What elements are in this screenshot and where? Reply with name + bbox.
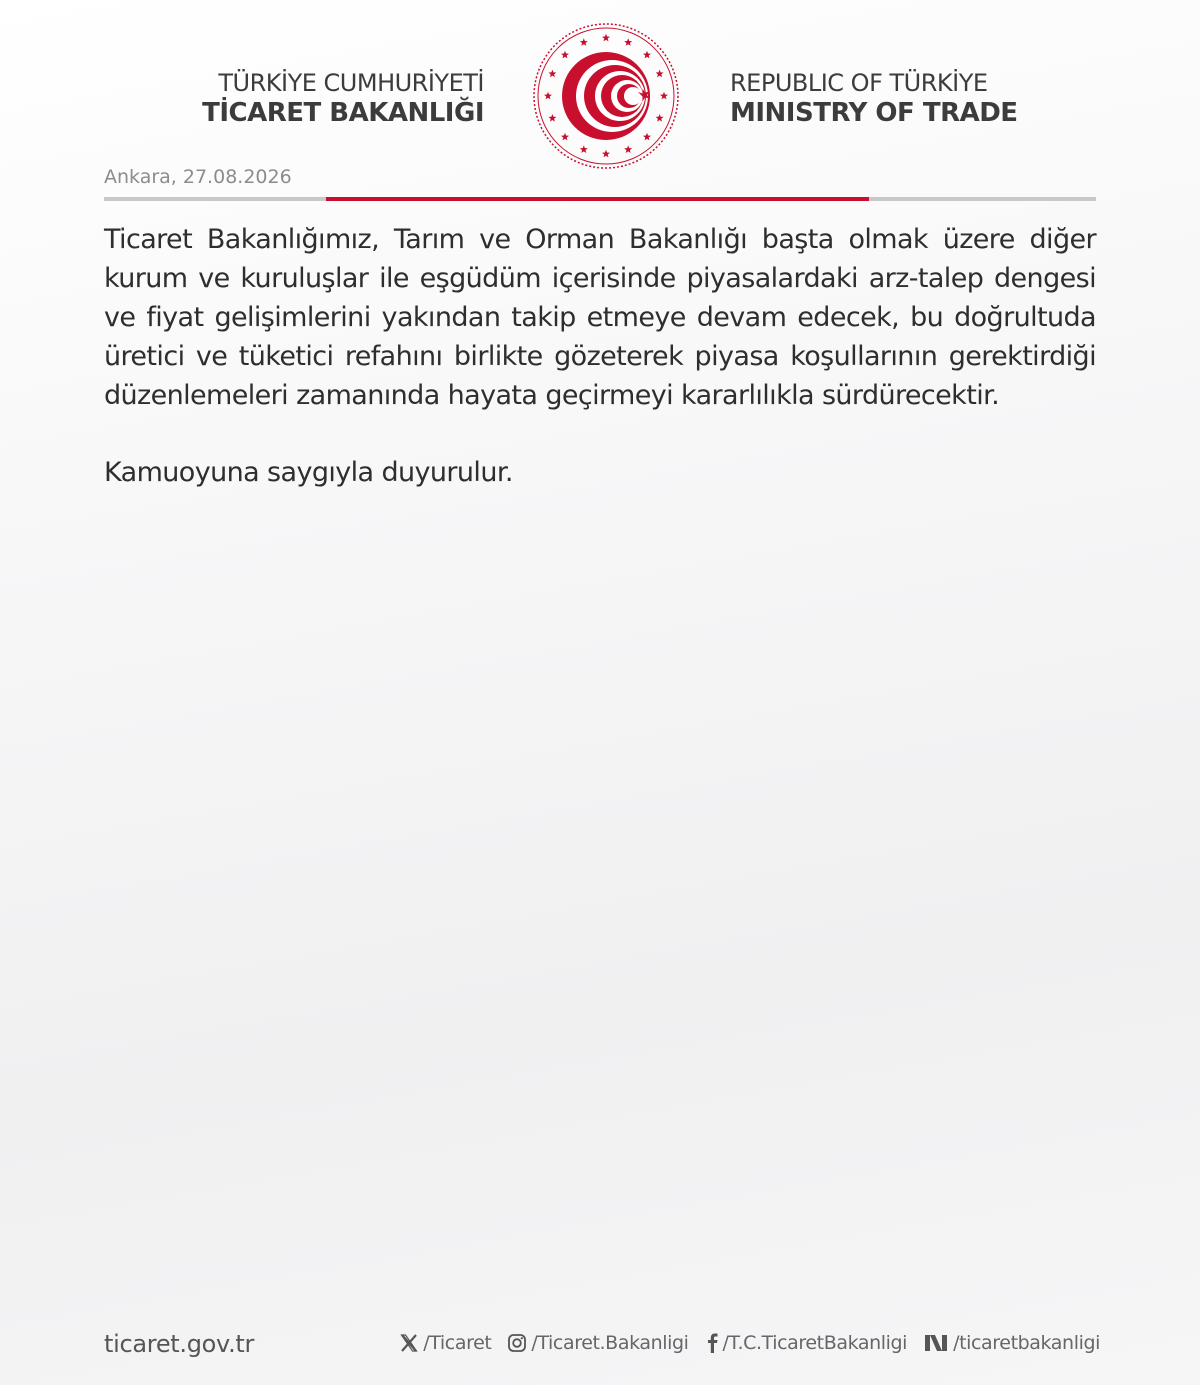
announcement-closing: Kamuoyuna saygıyla duyurulur. — [104, 457, 513, 488]
org-name-turkish — [202, 68, 484, 128]
org-en-line2: MINISTRY OF TRADE — [730, 98, 1018, 128]
social-handle-nsosyal: /ticaretbakanligi — [953, 1332, 1100, 1354]
emblem-star — [602, 34, 610, 42]
announcement-paragraph: Ticaret Bakanlığımız, Tarım ve Orman Bakanlığı başta olmak üzere diğer kurum ve kuruluşlar ile eşgüdüm içerisinde piyasalardaki arz-talep dengesi ve fiyat gelişimlerini yakından takip etmeye devam edecek, bu doğrultuda üretici ve tüketici refahını birlikte gözeterek piyasa koşullarının gerektirdiği düzenlemeleri zamanında hayata geçirmeyi kararlılıkla sürdürecektir. — [104, 224, 1096, 411]
emblem-star — [656, 70, 664, 78]
emblem-star — [624, 38, 632, 46]
social-handle-facebook: /T.C.TicaretBakanligi — [722, 1332, 908, 1354]
emblem-star — [580, 145, 588, 153]
emblem-star — [548, 114, 556, 122]
website-link[interactable]: ticaret.gov.tr — [104, 1330, 255, 1358]
x-icon — [399, 1333, 419, 1353]
social-links — [399, 1332, 1100, 1354]
org-tr-line1: TÜRKİYE CUMHURİYETİ — [218, 69, 484, 97]
social-link-instagram[interactable] — [507, 1332, 688, 1354]
emblem-star — [643, 133, 651, 141]
emblem-star — [624, 145, 632, 153]
emblem-star — [656, 114, 664, 122]
document-date: Ankara, 27.08.2026 — [104, 166, 292, 188]
nsosyal-icon — [923, 1333, 949, 1353]
emblem-star — [544, 92, 552, 100]
org-name-english — [730, 68, 1018, 128]
emblem-star — [660, 92, 668, 100]
social-link-nsosyal[interactable] — [923, 1332, 1100, 1354]
facebook-icon — [705, 1332, 719, 1354]
emblem-star — [643, 51, 651, 59]
emblem-star — [580, 38, 588, 46]
emblem-star — [548, 70, 556, 78]
social-link-x[interactable] — [399, 1332, 491, 1354]
org-en-line1: REPUBLIC OF TÜRKİYE — [730, 69, 988, 97]
ministry-emblem-icon — [530, 20, 682, 172]
social-handle-instagram: /Ticaret.Bakanligi — [531, 1332, 689, 1354]
org-tr-line2: TİCARET BAKANLIĞI — [202, 98, 484, 128]
emblem-star — [561, 51, 569, 59]
divider-accent — [326, 197, 869, 201]
instagram-icon — [507, 1333, 527, 1353]
emblem-star — [602, 150, 610, 158]
social-link-facebook[interactable] — [705, 1332, 908, 1354]
emblem-star — [561, 133, 569, 141]
social-handle-x: /Ticaret — [423, 1332, 492, 1354]
letterhead — [0, 0, 1200, 170]
